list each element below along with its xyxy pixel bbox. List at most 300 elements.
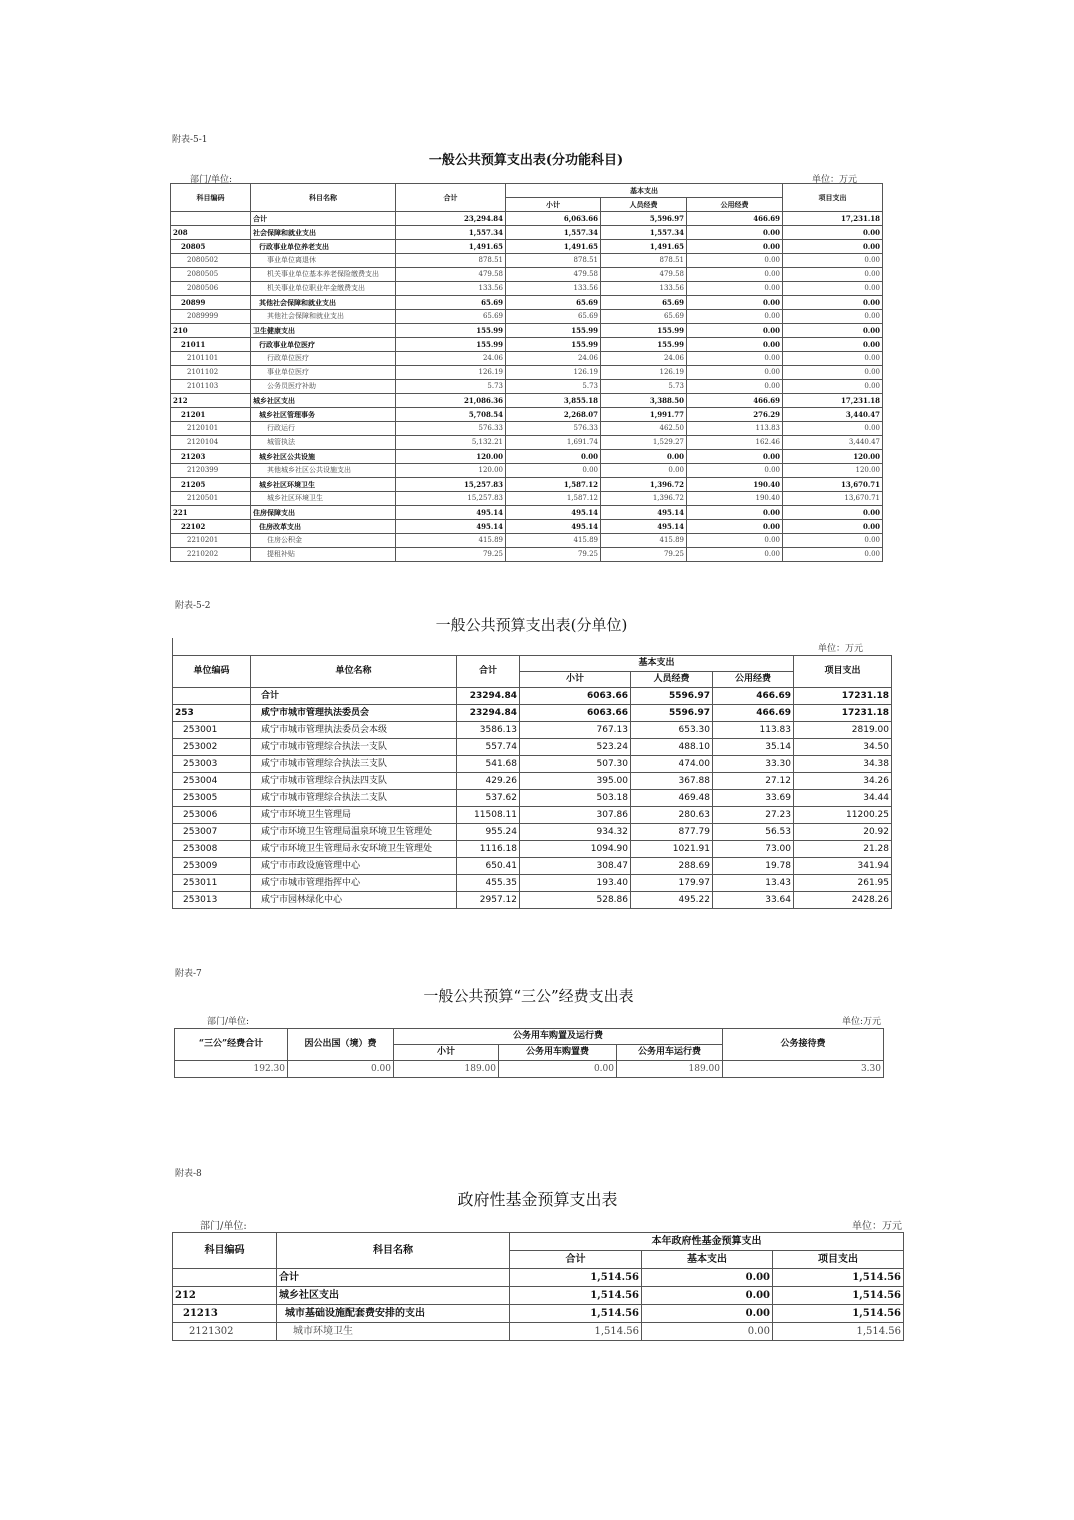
cell-code: 2120101 [171, 422, 251, 436]
cell-name: 机关事业单位职业年金缴费支出 [251, 282, 396, 296]
table4 [172, 1232, 904, 1341]
table-row [173, 858, 892, 875]
table1-dept: 部门/单位: [190, 175, 233, 185]
cell-name: 城乡社区支出 [277, 1287, 510, 1305]
cell-total: 2957.12 [457, 892, 520, 909]
cell-subtotal: 1,557.34 [506, 226, 601, 240]
cell-personnel: 65.69 [601, 296, 687, 310]
cell-name: 城乡社区管理事务 [251, 408, 396, 422]
cell-name: 城市基础设施配套费安排的支出 [277, 1305, 510, 1323]
cell-total: 23,294.84 [396, 212, 506, 226]
cell-public: 276.29 [687, 408, 783, 422]
cell-name: 住房公积金 [251, 534, 396, 548]
table-row [171, 268, 883, 282]
cell-subtotal: 193.40 [520, 875, 631, 892]
cell-code: 253009 [173, 858, 251, 875]
cell-total: 955.24 [457, 824, 520, 841]
header-code: 科目编码 [173, 1233, 277, 1269]
cell-total: 1,557.34 [396, 226, 506, 240]
table-row [173, 1269, 904, 1287]
cell-personnel: 495.14 [601, 520, 687, 534]
cell-total: 5.73 [396, 380, 506, 394]
cell-total: 495.14 [396, 506, 506, 520]
table-row [171, 226, 883, 240]
cell-project: 120.00 [783, 464, 883, 478]
cell-total: 3586.13 [457, 722, 520, 739]
cell-name: 事业单位医疗 [251, 366, 396, 380]
cell-subtotal: 507.30 [520, 756, 631, 773]
cell-personnel: 5.73 [601, 380, 687, 394]
header-basic: 基本支出 [642, 1251, 773, 1269]
cell-personnel: 79.25 [601, 548, 687, 562]
cell-project: 13,670.71 [783, 478, 883, 492]
table2-label: 附表-5-2 [175, 601, 211, 611]
cell-project: 2819.00 [794, 722, 892, 739]
cell-personnel: 479.58 [601, 268, 687, 282]
cell-public: 113.83 [713, 722, 794, 739]
cell-public: 0.00 [687, 352, 783, 366]
cell-project: 11200.25 [794, 807, 892, 824]
table-row [171, 506, 883, 520]
cell-personnel: 878.51 [601, 254, 687, 268]
cell-public: 0.00 [687, 366, 783, 380]
cell-subtotal: 1,587.12 [506, 478, 601, 492]
cell-code: 2080505 [171, 268, 251, 282]
cell-project: 120.00 [783, 450, 883, 464]
table1-label: 附表-5-1 [172, 135, 208, 145]
cell-name: 行政事业单位医疗 [251, 338, 396, 352]
table-row [171, 422, 883, 436]
cell-project: 0.00 [783, 422, 883, 436]
cell-project: 3,440.47 [783, 408, 883, 422]
cell-code: 2120104 [171, 436, 251, 450]
cell-public: 0.00 [687, 296, 783, 310]
cell-code: 210 [171, 324, 251, 338]
header-subtotal: 小计 [394, 1045, 499, 1061]
header-total: 合计 [457, 656, 520, 688]
cell-name: 行政单位医疗 [251, 352, 396, 366]
cell-public: 33.30 [713, 756, 794, 773]
cell-total: 133.56 [396, 282, 506, 296]
cell-project: 0.00 [783, 506, 883, 520]
header-name: 科目名称 [251, 184, 396, 212]
header-subtotal: 小计 [506, 198, 601, 212]
cell-subtotal: 1094.90 [520, 841, 631, 858]
cell-project: 1,514.56 [773, 1323, 904, 1341]
cell-name: 咸宁市城市管理综合执法四支队 [251, 773, 457, 790]
table2-unit: 单位：万元 [818, 644, 864, 654]
table1-title: 一般公共预算支出表(分功能科目) [428, 153, 624, 168]
table-row [171, 464, 883, 478]
cell-project: 341.94 [794, 858, 892, 875]
table-row [171, 478, 883, 492]
cell-subtotal: 495.14 [506, 520, 601, 534]
table-row [175, 1061, 884, 1078]
header-project: 项目支出 [773, 1251, 904, 1269]
cell-total: 878.51 [396, 254, 506, 268]
cell-personnel: 179.97 [631, 875, 713, 892]
cell-name: 合计 [251, 212, 396, 226]
cell-total: 120.00 [396, 464, 506, 478]
cell-project: 261.95 [794, 875, 892, 892]
cell-personnel: 155.99 [601, 338, 687, 352]
cell-total: 15,257.83 [396, 492, 506, 506]
cell-public: 0.00 [687, 226, 783, 240]
header-public: 公用经费 [687, 198, 783, 212]
cell-personnel: 462.50 [601, 422, 687, 436]
cell-public: 0.00 [687, 534, 783, 548]
table3 [174, 1028, 884, 1078]
cell-code: 22102 [171, 520, 251, 534]
table-row [173, 722, 892, 739]
cell-code: 2089999 [171, 310, 251, 324]
header-abroad: 因公出国（境）费 [288, 1029, 394, 1061]
cell-project: 0.00 [783, 310, 883, 324]
table-row [171, 282, 883, 296]
cell-basic: 0.00 [642, 1287, 773, 1305]
table-row [171, 408, 883, 422]
cell-personnel: 1,557.34 [601, 226, 687, 240]
cell-project: 0.00 [783, 352, 883, 366]
cell-subtotal: 65.69 [506, 296, 601, 310]
cell-code: 253011 [173, 875, 251, 892]
cell-code: 2101102 [171, 366, 251, 380]
cell-project: 0.00 [783, 282, 883, 296]
cell-code: 2121302 [173, 1323, 277, 1341]
header-project: 项目支出 [783, 184, 883, 212]
cell-project: 13,670.71 [783, 492, 883, 506]
cell-total: 120.00 [396, 450, 506, 464]
cell-basic: 0.00 [642, 1323, 773, 1341]
cell-code: 253013 [173, 892, 251, 909]
cell-name: 其他社会保障和就业支出 [251, 296, 396, 310]
table-row [173, 773, 892, 790]
header-public: 公用经费 [713, 672, 794, 688]
cell-project: 0.00 [783, 520, 883, 534]
cell-project: 17231.18 [794, 705, 892, 722]
cell-operation: 189.00 [617, 1061, 723, 1078]
cell-subtotal: 2,268.07 [506, 408, 601, 422]
cell-subtotal: 65.69 [506, 310, 601, 324]
cell-subtotal: 6063.66 [520, 688, 631, 705]
cell-total: 1,514.56 [510, 1287, 642, 1305]
table-row [171, 254, 883, 268]
cell-personnel: 155.99 [601, 324, 687, 338]
cell-code: 253003 [173, 756, 251, 773]
header-total: 合计 [510, 1251, 642, 1269]
cell-subtotal: 308.47 [520, 858, 631, 875]
cell-total: 11508.11 [457, 807, 520, 824]
cell-abroad: 0.00 [288, 1061, 394, 1078]
header-code: 科目编码 [171, 184, 251, 212]
cell-total: 576.33 [396, 422, 506, 436]
cell-subtotal: 0.00 [506, 450, 601, 464]
table-row [171, 380, 883, 394]
cell-name: 行政运行 [251, 422, 396, 436]
cell-total: 24.06 [396, 352, 506, 366]
cell-personnel: 280.63 [631, 807, 713, 824]
cell-code: 2210201 [171, 534, 251, 548]
cell-project: 34.50 [794, 739, 892, 756]
cell-public: 0.00 [687, 464, 783, 478]
cell-personnel: 1021.91 [631, 841, 713, 858]
cell-project: 3,440.47 [783, 436, 883, 450]
cell-project: 0.00 [783, 268, 883, 282]
cell-name: 卫生健康支出 [251, 324, 396, 338]
cell-name: 提租补贴 [251, 548, 396, 562]
cell-name: 咸宁市城市管理执法委员会本级 [251, 722, 457, 739]
cell-name: 事业单位离退休 [251, 254, 396, 268]
cell-subtotal: 24.06 [506, 352, 601, 366]
cell-code: 21201 [171, 408, 251, 422]
cell-code: 212 [171, 394, 251, 408]
cell-code: 21011 [171, 338, 251, 352]
cell-public: 0.00 [687, 254, 783, 268]
table-row [171, 520, 883, 534]
table4-unit: 单位：万元 [852, 1221, 902, 1232]
cell-subtotal: 1,691.74 [506, 436, 601, 450]
cell-code [173, 1269, 277, 1287]
cell-code: 20899 [171, 296, 251, 310]
table3-label: 附表-7 [175, 969, 202, 979]
cell-project: 17,231.18 [783, 212, 883, 226]
cell-total: 495.14 [396, 520, 506, 534]
cell-total: 479.58 [396, 268, 506, 282]
cell-public: 0.00 [687, 268, 783, 282]
cell-subtotal: 576.33 [506, 422, 601, 436]
cell-personnel: 495.22 [631, 892, 713, 909]
cell-subtotal: 934.32 [520, 824, 631, 841]
cell-personnel: 1,396.72 [601, 492, 687, 506]
table-row [173, 1287, 904, 1305]
cell-public: 162.46 [687, 436, 783, 450]
cell-public: 466.69 [687, 394, 783, 408]
cell-project: 0.00 [783, 366, 883, 380]
table-row [171, 366, 883, 380]
cell-project: 20.92 [794, 824, 892, 841]
cell-public: 33.64 [713, 892, 794, 909]
table-row [171, 212, 883, 226]
cell-total: 21,086.36 [396, 394, 506, 408]
cell-code: 2080502 [171, 254, 251, 268]
cell-name: 咸宁市环境卫生管理局 [251, 807, 457, 824]
cell-personnel: 133.56 [601, 282, 687, 296]
cell-public: 113.83 [687, 422, 783, 436]
cell-personnel: 653.30 [631, 722, 713, 739]
cell-total: 415.89 [396, 534, 506, 548]
header-personnel: 人员经费 [631, 672, 713, 688]
cell-name: 城乡社区支出 [251, 394, 396, 408]
cell-project: 17231.18 [794, 688, 892, 705]
table2 [172, 655, 892, 909]
header-total: “三公”经费合计 [175, 1029, 288, 1061]
cell-personnel: 65.69 [601, 310, 687, 324]
cell-subtotal: 5.73 [506, 380, 601, 394]
cell-personnel: 469.48 [631, 790, 713, 807]
header-name: 单位名称 [251, 656, 457, 688]
cell-subtotal: 3,855.18 [506, 394, 601, 408]
cell-code: 2101101 [171, 352, 251, 366]
cell-name: 行政事业单位养老支出 [251, 240, 396, 254]
cell-personnel: 877.79 [631, 824, 713, 841]
cell-total: 1,514.56 [510, 1323, 642, 1341]
cell-subtotal: 1,587.12 [506, 492, 601, 506]
cell-project: 17,231.18 [783, 394, 883, 408]
table4-title: 政府性基金预算支出表 [457, 1190, 618, 1209]
cell-name: 城管执法 [251, 436, 396, 450]
table-row [171, 324, 883, 338]
cell-personnel: 288.69 [631, 858, 713, 875]
table-row [171, 296, 883, 310]
cell-subtotal: 6,063.66 [506, 212, 601, 226]
cell-subtotal: 189.00 [394, 1061, 499, 1078]
table-row [171, 310, 883, 324]
table3-title: 一般公共预算“三公”经费支出表 [423, 987, 634, 1005]
cell-subtotal: 133.56 [506, 282, 601, 296]
table1 [170, 183, 883, 562]
cell-code: 253007 [173, 824, 251, 841]
cell-code: 253002 [173, 739, 251, 756]
header-name: 科目名称 [277, 1233, 510, 1269]
cell-name: 咸宁市环境卫生管理局温泉环境卫生管理处 [251, 824, 457, 841]
cell-public: 0.00 [687, 240, 783, 254]
cell-public: 27.23 [713, 807, 794, 824]
cell-total: 541.68 [457, 756, 520, 773]
cell-subtotal: 307.86 [520, 807, 631, 824]
cell-name: 咸宁市市政设施管理中心 [251, 858, 457, 875]
cell-code [171, 212, 251, 226]
cell-subtotal: 6063.66 [520, 705, 631, 722]
cell-public: 35.14 [713, 739, 794, 756]
header-vehicle: 公务用车购置及运行费 [394, 1029, 723, 1045]
cell-name: 咸宁市环境卫生管理局永安环境卫生管理处 [251, 841, 457, 858]
cell-public: 0.00 [687, 324, 783, 338]
table-row [173, 756, 892, 773]
cell-public: 0.00 [687, 380, 783, 394]
cell-personnel: 488.10 [631, 739, 713, 756]
cell-personnel: 5596.97 [631, 705, 713, 722]
cell-subtotal: 878.51 [506, 254, 601, 268]
cell-name: 合计 [277, 1269, 510, 1287]
cell-project: 34.44 [794, 790, 892, 807]
cell-project: 0.00 [783, 254, 883, 268]
cell-total: 5,708.54 [396, 408, 506, 422]
cell-name: 咸宁市城市管理指挥中心 [251, 875, 457, 892]
table3-unit: 单位:万元 [842, 1017, 882, 1027]
cell-name: 城乡社区环境卫生 [251, 478, 396, 492]
cell-code: 208 [171, 226, 251, 240]
cell-project: 0.00 [783, 534, 883, 548]
cell-personnel: 367.88 [631, 773, 713, 790]
cell-personnel: 1,529.27 [601, 436, 687, 450]
cell-personnel: 1,991.77 [601, 408, 687, 422]
cell-subtotal: 767.13 [520, 722, 631, 739]
table-row [173, 824, 892, 841]
cell-public: 466.69 [687, 212, 783, 226]
cell-total: 15,257.83 [396, 478, 506, 492]
cell-name: 住房保障支出 [251, 506, 396, 520]
cell-subtotal: 528.86 [520, 892, 631, 909]
cell-code: 20805 [171, 240, 251, 254]
header-basic: 基本支出 [506, 184, 783, 198]
cell-project: 21.28 [794, 841, 892, 858]
table-row [171, 450, 883, 464]
table4-label: 附表-8 [175, 1169, 202, 1179]
cell-name: 其他城乡社区公共设施支出 [251, 464, 396, 478]
cell-total: 65.69 [396, 310, 506, 324]
cell-basic: 0.00 [642, 1269, 773, 1287]
header-project: 项目支出 [794, 656, 892, 688]
table-row [173, 841, 892, 858]
cell-name: 社会保障和就业支出 [251, 226, 396, 240]
cell-project: 1,514.56 [773, 1287, 904, 1305]
cell-total: 155.99 [396, 324, 506, 338]
cell-name: 咸宁市园林绿化中心 [251, 892, 457, 909]
table-row [171, 240, 883, 254]
cell-personnel: 1,396.72 [601, 478, 687, 492]
cell-code [173, 688, 251, 705]
cell-public: 0.00 [687, 450, 783, 464]
cell-public: 33.69 [713, 790, 794, 807]
cell-code: 2080506 [171, 282, 251, 296]
cell-total: 1,514.56 [510, 1269, 642, 1287]
cell-public: 73.00 [713, 841, 794, 858]
cell-total: 126.19 [396, 366, 506, 380]
cell-public: 56.53 [713, 824, 794, 841]
cell-personnel: 126.19 [601, 366, 687, 380]
cell-code: 253 [173, 705, 251, 722]
cell-total: 5,132.21 [396, 436, 506, 450]
cell-name: 公务员医疗补助 [251, 380, 396, 394]
header-operation: 公务用车运行费 [617, 1045, 723, 1061]
cell-project: 0.00 [783, 324, 883, 338]
cell-project: 34.38 [794, 756, 892, 773]
table-row [173, 688, 892, 705]
cell-personnel: 0.00 [601, 450, 687, 464]
table1-unit: 单位：万元 [812, 175, 858, 185]
cell-personnel: 1,491.65 [601, 240, 687, 254]
table-row [173, 1323, 904, 1341]
cell-basic: 0.00 [642, 1305, 773, 1323]
cell-code: 253008 [173, 841, 251, 858]
cell-name: 咸宁市城市管理综合执法二支队 [251, 790, 457, 807]
cell-total: 650.41 [457, 858, 520, 875]
cell-subtotal: 479.58 [506, 268, 601, 282]
table-row [171, 394, 883, 408]
table-row [173, 807, 892, 824]
cell-code: 2210202 [171, 548, 251, 562]
cell-project: 1,514.56 [773, 1305, 904, 1323]
table2-left-rule [172, 638, 173, 656]
cell-personnel: 3,388.50 [601, 394, 687, 408]
cell-code: 253005 [173, 790, 251, 807]
table2-title: 一般公共预算支出表(分单位) [435, 616, 628, 634]
cell-project: 0.00 [783, 380, 883, 394]
cell-subtotal: 415.89 [506, 534, 601, 548]
cell-reception: 3.30 [723, 1061, 884, 1078]
cell-public: 0.00 [687, 310, 783, 324]
cell-project: 2428.26 [794, 892, 892, 909]
table-row [171, 534, 883, 548]
cell-code: 21205 [171, 478, 251, 492]
cell-total: 537.62 [457, 790, 520, 807]
cell-code: 21203 [171, 450, 251, 464]
cell-name: 住房改革支出 [251, 520, 396, 534]
cell-total: 429.26 [457, 773, 520, 790]
cell-public: 466.69 [713, 688, 794, 705]
cell-personnel: 474.00 [631, 756, 713, 773]
header-basic: 基本支出 [520, 656, 794, 672]
